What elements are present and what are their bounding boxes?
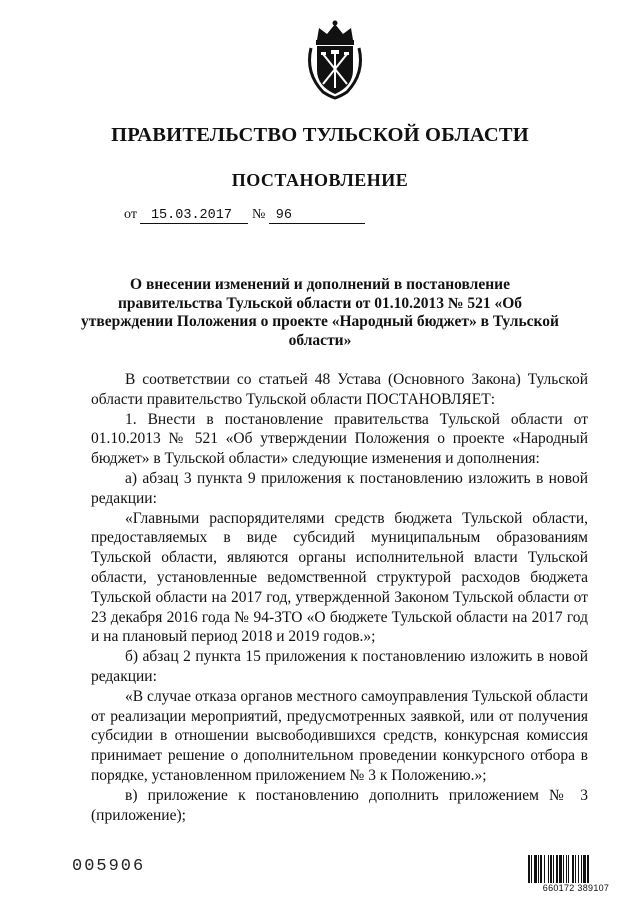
paragraph: «Главными распорядителями средств бюджета Тульской области, предоставляемых в виде субсидий муниципальным образованиям Тульской области, являются органы исполнительной власти Тульской области, установленные ведомственной структурой расходов бюджета Тульской области на 2017 год, утвержденной Законом Тульской области от 23 декабря 2016 года № 94-ЗТО «О бюджете Тульской области на 2017 год и на плановый период 2018 и 2019 годов.»;	[91, 509, 588, 646]
paragraph: В соответствии со статьей 48 Устава (Основного Закона) Тульской области правительство Тульской области ПОСТАНОВЛЯЕТ:	[91, 371, 588, 408]
document-type-title: ПОСТАНОВЛЕНИЕ	[231, 170, 409, 190]
number-field	[269, 207, 365, 224]
document-body	[91, 370, 588, 825]
paragraph: «В случае отказа органов местного самоуправления Тульской области от реализации мероприятий, предусмотренных заявкой, или от получения субсидии в отношении высвободившихся средств, конкурсная комиссия принимает решение о дополнительном проведении конкурсного отбора в порядке, установленном приложением № 3 к Положению.»;	[91, 687, 588, 784]
government-title: ПРАВИТЕЛЬСТВО ТУЛЬСКОЙ ОБЛАСТИ	[111, 124, 529, 146]
barcode-number: 660172 389107	[528, 883, 624, 893]
number-label: №	[251, 207, 266, 222]
number-value: 96	[275, 208, 292, 223]
date-field	[140, 207, 248, 224]
date-number-line	[124, 207, 365, 224]
paragraph: в) приложение к постановлению дополнить приложением № 3 (приложение);	[91, 786, 588, 824]
paragraph: б) абзац 2 пункта 15 приложения к постановлению изложить в новой редакции:	[91, 648, 588, 685]
document-subject: О внесении изменений и дополнений в постановление правительства Тульской области от 01.10.2013 № 521 «Об утверждении Положения о проекте «Народный бюджет» в Тульской области»	[81, 276, 559, 349]
date-from-label: от	[124, 207, 137, 222]
serial-number: 005906	[72, 857, 146, 876]
tula-coat-of-arms-emblem	[303, 18, 367, 100]
paragraph: 1. Внести в постановление правительства Тульской области от 01.10.2013 № 521 «Об утверждении Положения о проекте «Народный бюджет» в Тульской области» следующие изменения и дополнения:	[91, 410, 588, 468]
paragraph: а) абзац 3 пункта 9 приложения к постановлению изложить в новой редакции:	[91, 469, 588, 507]
date-value: 15.03.2017	[150, 208, 232, 223]
